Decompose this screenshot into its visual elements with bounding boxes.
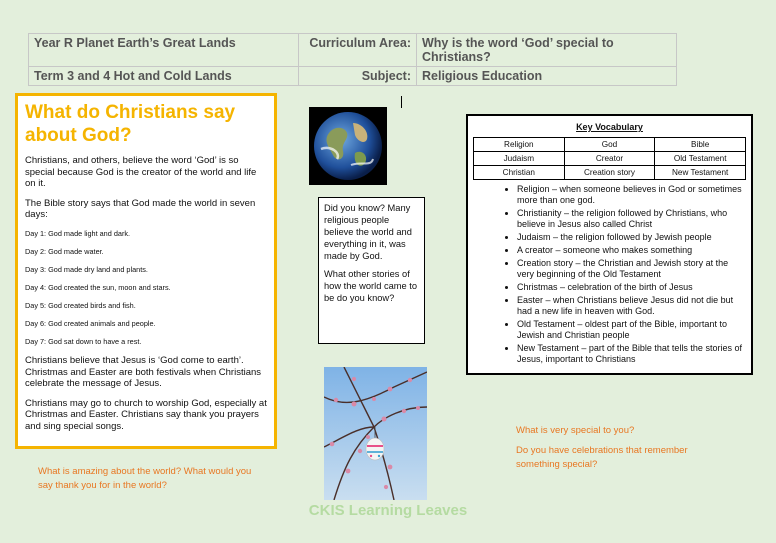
- vocab-definitions: [473, 184, 746, 365]
- table-cell: Old Testament: [655, 152, 746, 166]
- day-item: Day 4: God created the sun, moon and stars.: [25, 282, 171, 292]
- jesus-text: Christians believe that Jesus is ‘God come to earth’. Christmas and Easter are both festivals when Christians celebrate the message of Jesus.: [25, 354, 262, 390]
- day-item: Day 2: God made water.: [25, 246, 104, 256]
- list-item: • A creator – someone who makes something: [517, 245, 746, 256]
- table-cell: Christian: [474, 166, 565, 180]
- table-row: [474, 166, 746, 180]
- table-cell: Creation story: [564, 166, 655, 180]
- did-you-know-box: [318, 197, 425, 344]
- celebrations-question: Do you have celebrations that remember something special?: [516, 445, 688, 470]
- key-vocabulary-box: [466, 114, 753, 375]
- list-item: • Christmas – celebration of the birth of Jesus: [517, 282, 746, 293]
- christians-about-god-panel: [15, 93, 277, 449]
- intro-text: Christians, and others, believe the word ‘God’ is so special because God is the creator of the world and life on it.: [25, 155, 257, 190]
- header-table: [28, 33, 677, 86]
- day-item: Day 7: God sat down to have a rest.: [25, 336, 142, 346]
- church-text: Christians may go to church to worship God, especially at Christmas and Easter. Christians say thank you prayers and sing special songs.: [25, 397, 267, 432]
- table-cell: Religion: [474, 138, 565, 152]
- vocab-table: [473, 137, 746, 180]
- footer-watermark: CKIS Learning Leaves: [308, 502, 468, 519]
- header-curriculum-label: Curriculum Area:: [299, 34, 417, 67]
- easter-egg-image: [324, 367, 427, 500]
- table-row: [474, 152, 746, 166]
- table-cell: God: [564, 138, 655, 152]
- list-item: • Christianity – the religion followed by Christians, who believe in Jesus also called Christ: [517, 208, 746, 230]
- vocab-title: Key Vocabulary: [576, 122, 643, 132]
- bible-text: The Bible story says that God made the world in seven days:: [25, 197, 256, 221]
- other-stories-text: What other stories of how the world came to be do you know?: [324, 269, 418, 303]
- text-cursor: [401, 96, 402, 108]
- list-item: • Religion – when someone believes in God or sometimes more than one god.: [517, 184, 746, 206]
- table-cell: Bible: [655, 138, 746, 152]
- earth-image: [309, 107, 387, 185]
- special-question: What is very special to you?: [516, 425, 635, 436]
- list-item: • Old Testament – oldest part of the Bible, important to Jewish and Christian people: [517, 319, 746, 341]
- day-item: Day 3: God made dry land and plants.: [25, 264, 148, 274]
- amazing-world-question: What is amazing about the world? What would you say thank you for in the world?: [38, 466, 252, 491]
- list-item: • Judaism – the religion followed by Jewish people: [517, 232, 746, 243]
- table-row: [474, 138, 746, 152]
- table-cell: Creator: [564, 152, 655, 166]
- panel-title: What do Christians say about God?: [25, 102, 236, 146]
- header-year-title: Year R Planet Earth’s Great Lands: [29, 34, 299, 67]
- list-item: • Easter – when Christians believe Jesus did not die but had a new life in heaven with God.: [517, 295, 746, 317]
- header-subject-value: Religious Education: [417, 67, 677, 86]
- list-item: • Creation story – the Christian and Jewish story at the very beginning of the Old Testament: [517, 258, 746, 280]
- header-term: Term 3 and 4 Hot and Cold Lands: [29, 67, 299, 86]
- list-item: • New Testament – part of the Bible that tells the stories of Jesus, important to Christians: [517, 343, 746, 365]
- day-item: Day 1: God made light and dark.: [25, 228, 131, 238]
- header-curriculum-value: Why is the word ‘God’ special to Christians?: [417, 34, 677, 67]
- table-cell: New Testament: [655, 166, 746, 180]
- did-you-know-text: Did you know? Many religious people believe the world and everything in it, was made by God.: [324, 203, 412, 261]
- table-cell: Judaism: [474, 152, 565, 166]
- day-item: Day 5: God created birds and fish.: [25, 300, 136, 310]
- day-item: Day 6: God created animals and people.: [25, 318, 156, 328]
- header-subject-label: Subject:: [299, 67, 417, 86]
